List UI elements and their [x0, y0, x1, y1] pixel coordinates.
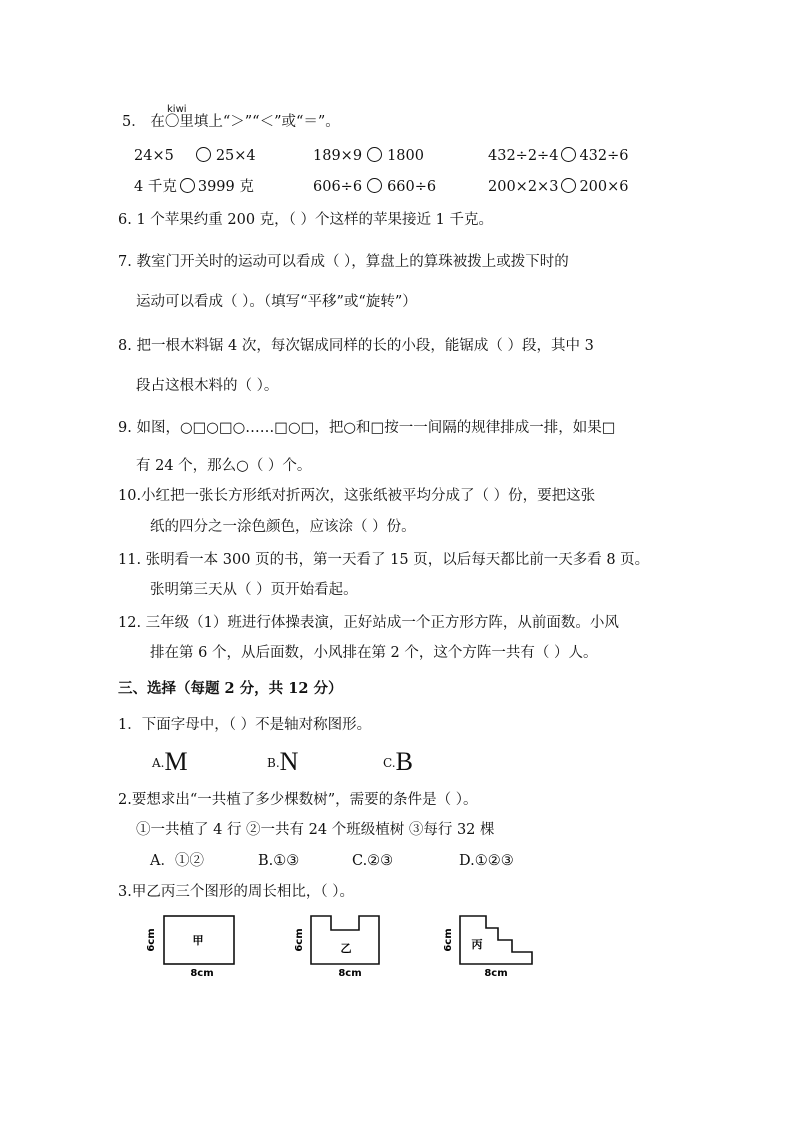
- choice-2-option-a[interactable]: A．①②: [150, 853, 204, 869]
- q5-row2-item3[interactable]: [488, 177, 629, 197]
- q5-left: 4 千克: [134, 179, 177, 195]
- q5-left: 24×5: [134, 148, 174, 164]
- question-12-line1: 12. 三年级（1）班进行体操表演，正好站成一个正方形方阵，从前面数。小风: [118, 615, 619, 631]
- blank-circle-icon[interactable]: [561, 147, 576, 162]
- q5-right: 1800: [387, 148, 424, 164]
- question-7-line1: 7. 教室门开关时的运动可以看成（ ），算盘上的算珠被拨上或拨下时的: [118, 254, 569, 270]
- q5-left: 606÷6: [313, 179, 363, 195]
- height-label: 6cm: [146, 928, 157, 952]
- figure-label: 甲: [192, 934, 204, 947]
- question-6: 6. 1 个苹果约重 200 克，（ ）个这样的苹果接近 1 千克。: [118, 212, 493, 228]
- figure-yi: [294, 916, 379, 979]
- height-label: 6cm: [294, 928, 305, 952]
- choice-1-option-a[interactable]: A.M: [152, 747, 188, 776]
- choice-1-option-c[interactable]: C.B: [383, 747, 413, 776]
- question-12-line2: 排在第 6 个，从后面数，小风排在第 2 个，这个方阵一共有（ ）人。: [150, 645, 598, 661]
- q5-row1-item1[interactable]: [134, 146, 256, 166]
- question-8-line2: 段占这根木料的（ ）。: [136, 378, 279, 394]
- q5-right: 200×6: [579, 179, 629, 195]
- question-9-line1: 9. 如图，○□○□○……□○□，把○和□按一一间隔的规律排成一排，如果□: [118, 420, 616, 436]
- height-label: 6cm: [443, 928, 454, 952]
- perimeter-figures: [140, 910, 560, 990]
- notched-shape: [311, 916, 379, 964]
- blank-circle-icon[interactable]: [180, 178, 195, 193]
- choice-2-option-b[interactable]: B.①③: [258, 853, 300, 869]
- q5-row2-item2[interactable]: [313, 177, 436, 197]
- question-10-line1: 10.小红把一张长方形纸对折两次，这张纸被平均分成了（ ）份，要把这张: [118, 488, 596, 504]
- choice-2-conditions: ①一共植了 4 行 ②一共有 24 个班级植树 ③每行 32 棵: [136, 822, 495, 838]
- q5-left: 432÷2÷4: [488, 148, 559, 164]
- choice-2-option-c[interactable]: C.②③: [352, 853, 394, 869]
- q5-right: 660÷6: [387, 179, 437, 195]
- q5-right: 25×4: [215, 148, 256, 164]
- q5-left: 189×9: [313, 148, 363, 164]
- choice-1-option-b[interactable]: B.N: [267, 747, 299, 776]
- figure-label: 丙: [471, 938, 483, 951]
- section-3-heading: 三、选择（每题 2 分，共 12 分）: [118, 680, 343, 697]
- blank-circle-icon[interactable]: [196, 147, 211, 162]
- question-9-line2: 有 24 个，那么○（ ）个。: [136, 458, 312, 474]
- q5-left: 200×2×3: [488, 179, 559, 195]
- figure-bing: [443, 916, 532, 979]
- question-8-line1: 8. 把一根木料锯 4 次，每次锯成同样的长的小段，能锯成（ ）段，其中 3: [118, 338, 594, 354]
- choice-2-question: 2.要想求出“一共植了多少棵数树”，需要的条件是（ ）。: [118, 792, 478, 808]
- blank-circle-icon[interactable]: [561, 178, 576, 193]
- q5-row1-item3[interactable]: [488, 146, 629, 166]
- width-label: 8cm: [190, 968, 214, 979]
- figure-jia: [146, 916, 234, 979]
- choice-3-question: 3.甲乙丙三个图形的周长相比，（ ）。: [118, 884, 354, 900]
- q5-row1-item2[interactable]: [313, 146, 424, 166]
- q5-right: 3999 克: [197, 179, 254, 195]
- question-11-line2: 张明第三天从（ ）页开始看起。: [150, 582, 358, 598]
- choice-1-question: 1．下面字母中，（ ）不是轴对称图形。: [118, 717, 372, 733]
- width-label: 8cm: [338, 968, 362, 979]
- question-11-line1: 11. 张明看一本 300 页的书，第一天看了 15 页，以后每天都比前一天多看 8 页。: [118, 552, 650, 568]
- question-10-line2: 纸的四分之一涂色颜色，应该涂（ ）份。: [150, 519, 416, 535]
- stamp-mark: kiwi: [167, 104, 187, 115]
- blank-circle-icon[interactable]: [367, 147, 382, 162]
- choice-2-option-d[interactable]: D.①②③: [459, 853, 514, 869]
- q5-title: 5． 在〇里填上“＞”“＜”或“＝”。: [122, 114, 340, 130]
- question-7-line2: 运动可以看成（ ）。（填写“平移”或“旋转”）: [136, 294, 417, 310]
- figure-label: 乙: [340, 942, 352, 955]
- q5-row2-item1[interactable]: [134, 177, 254, 197]
- q5-right: 432÷6: [579, 148, 629, 164]
- width-label: 8cm: [484, 968, 508, 979]
- blank-circle-icon[interactable]: [367, 178, 382, 193]
